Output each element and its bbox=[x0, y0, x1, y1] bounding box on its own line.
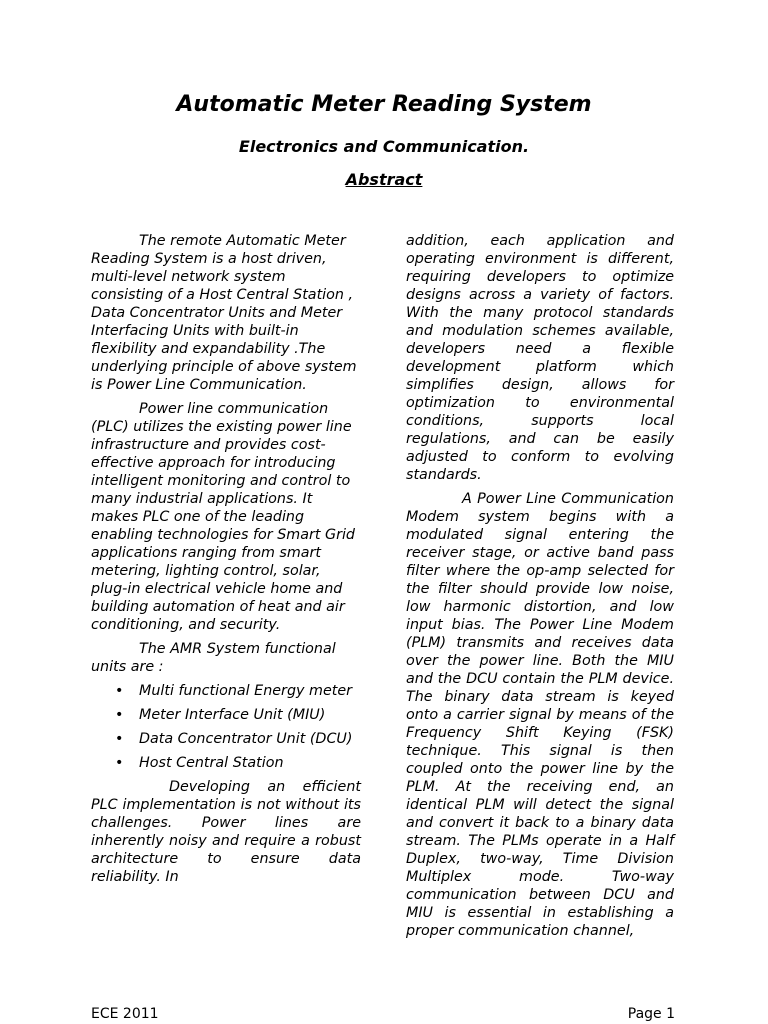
left-column bbox=[91, 232, 361, 892]
right-paragraph-2: A Power Line Communication Modem system begins with a modulated signal entering the receiver stage, or active band pass filter where the op-amp selected for the filter should provide low noise, low harmonic distortion, and low input bias. The Power Line Modem (PLM) transmits and receives data over the power line. Both the MIU and the DCU contain the PLM device. The binary data stream is keyed onto a carrier signal by means of the Frequency Shift Keying (FSK) technique. This signal is then coupled onto the power line by the PLM. At the receiving end, an identical PLM will detect the signal and convert it back to a binary data stream. The PLMs operate in a Half Duplex, two-way, Time Division Multiplex mode. Two-way communication between DCU and MIU is essential in establishing a proper communication channel, bbox=[406, 491, 674, 939]
left-paragraph-2: Power line communication (PLC) utilizes the existing power line infrastructure and provides cost-effective approach for introducing intelligent monitoring and control to many industrial applications. It makes PLC one of the leading enabling technologies for Smart Grid applications ranging from smart metering, lighting control, solar, plug-in electrical vehicle home and building automation of heat and air conditioning, and security. bbox=[91, 401, 356, 633]
document-subtitle: Electronics and Communication. bbox=[238, 137, 530, 156]
list-item-text: Multi functional Energy meter bbox=[139, 683, 353, 699]
list-item-text: Meter Interface Unit (MIU) bbox=[139, 707, 326, 723]
list-item bbox=[91, 730, 361, 748]
list-item bbox=[91, 754, 361, 772]
left-paragraph-1: The remote Automatic Meter Reading System is a host driven, multi-level network system consisting of a Host Central Station , Data Concentrator Units and Meter Interfacing Units with built-in flexibility and expandability .The underlying principle of above system is Power Line Communication. bbox=[91, 233, 357, 393]
list-item-text: Host Central Station bbox=[139, 755, 284, 771]
list-item bbox=[91, 682, 361, 700]
left-paragraph-4: Developing an efficient PLC implementation is not without its challenges. Power lines are inherently noisy and require a robust architecture to ensure data reliability. In bbox=[91, 779, 361, 885]
bullet-icon: • bbox=[115, 707, 124, 723]
footer-left-text: ECE 2011 bbox=[91, 1006, 159, 1022]
functional-units-list bbox=[91, 682, 361, 772]
document-title: Automatic Meter Reading System bbox=[176, 92, 592, 117]
bullet-icon: • bbox=[115, 683, 124, 699]
abstract-heading: Abstract bbox=[345, 170, 423, 189]
right-column bbox=[406, 232, 674, 946]
list-item-text: Data Concentrator Unit (DCU) bbox=[139, 731, 353, 747]
page-number: Page 1 bbox=[627, 1006, 675, 1022]
left-paragraph-3: The AMR System functional units are : bbox=[91, 641, 336, 675]
right-paragraph-1: addition, each application and operating environment is different, requiring developers to optimize designs across a variety of factors. With the many protocol standards and modulation schemes available, developers need a flexible development platform which simplifies design, allows for optimization to environmental conditions, supports local regulations, and can be easily adjusted to conform to evolving standards. bbox=[406, 233, 674, 483]
bullet-icon: • bbox=[115, 755, 124, 771]
bullet-icon: • bbox=[115, 731, 124, 747]
list-item bbox=[91, 706, 361, 724]
